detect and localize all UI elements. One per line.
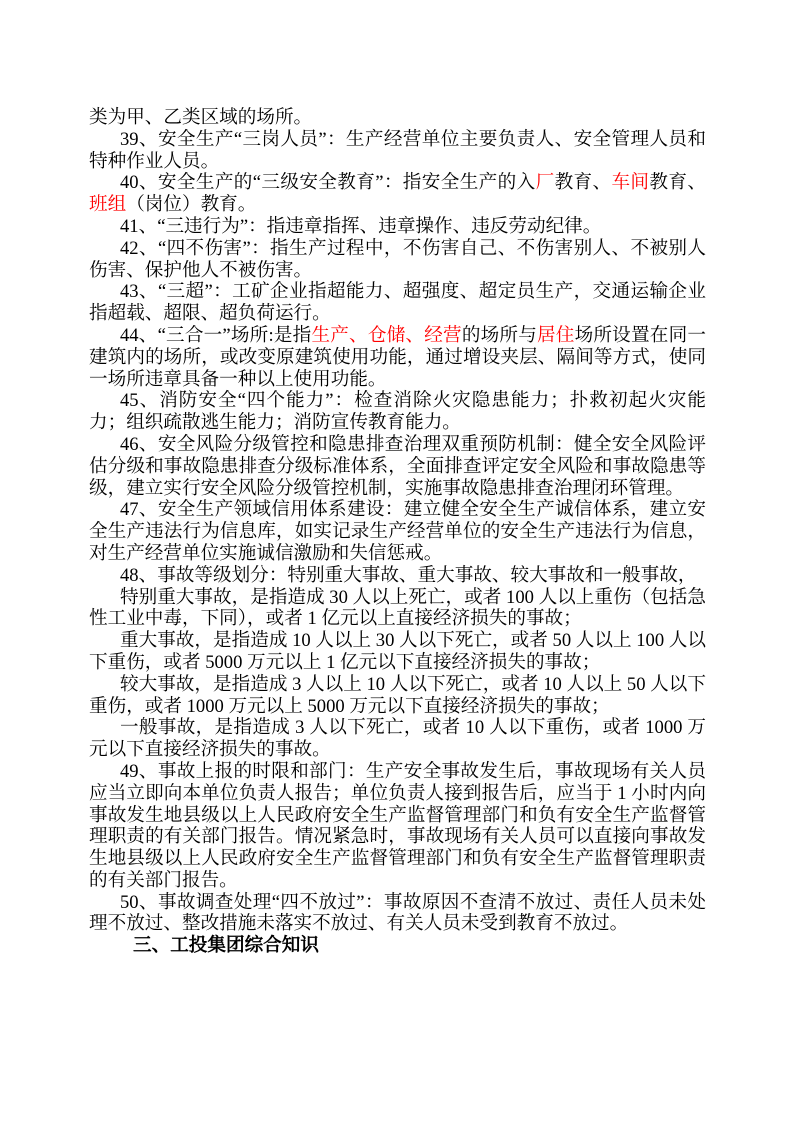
document-body (89, 107, 706, 957)
text-run: 44、“三合一”场所:是指 (120, 324, 312, 346)
item-43 (89, 281, 706, 325)
text-run: 39、安全生产“三岗人员”：生产经营单位主要负责人、安全管理人员和特种作业人员。 (89, 128, 706, 172)
text-run: 40、安全生产的“三级安全教育”：指安全生产的入 (120, 172, 536, 194)
item-48-major (89, 630, 706, 674)
text-run: 41、“三违行为”：指违章指挥、违章操作、违反劳动纪律。 (120, 215, 602, 237)
red-text-run: 班组 (89, 194, 127, 216)
text-run: 教育、 (554, 172, 612, 194)
red-text-run: 居住 (537, 324, 575, 346)
text-run: 的场所与 (461, 324, 537, 346)
item-46 (89, 434, 706, 499)
item-48-larger (89, 674, 706, 718)
item-39 (89, 129, 706, 173)
item-48-especially-major (89, 587, 706, 631)
item-42 (89, 238, 706, 282)
continuation-line (89, 107, 706, 129)
text-run: 47、安全生产领域信用体系建设：建立健全安全生产诚信体系，建立安全生产违法行为信息库，如实记录生产经营单位的安全生产违法行为信息，对生产经营单位实施诚信激励和失信惩戒。 (89, 499, 706, 564)
text-run: 一般事故，是指造成 3 人以下死亡，或者 10 人以下重伤，或者 1000 万元以下直接经济损失的事故。 (89, 717, 706, 761)
text-run: （岗位）教育。 (126, 194, 257, 216)
item-48 (89, 565, 706, 587)
text-run: 42、“四不伤害”：指生产过程中，不伤害自己、不伤害别人、不被别人伤害、保护他人不被伤害。 (89, 237, 706, 281)
text-run: 重大事故，是指造成 10 人以上 30 人以下死亡，或者 50 人以上 100 人以下重伤，或者 5000 万元以上 1 亿元以下直接经济损失的事故； (89, 630, 706, 673)
text-run: 49、事故上报的时限和部门：生产安全事故发生后，事故现场有关人员应当立即向本单位负责人报告；单位负责人接到报告后，应当于 1 小时内向事故发生地县级以上人民政府安全生产监督管理部门和负有安全生产监督管理职责的有关部门报告。情况紧急时，事故现场有关人员可以直接向事故发生地县级以上人民政府安全生产监督管理部门和负有安全生产监督管理职责的有关部门报告。 (89, 760, 706, 891)
text-run: 43、“三超”：工矿企业指超能力、超强度、超定员生产，交通运输企业指超载、超限、超负荷运行。 (89, 281, 706, 325)
text-run: 类为甲、乙类区域的场所。 (89, 107, 313, 128)
text-run: 场所设置在同一建筑内的场所，或改变原建筑使用功能，通过增设夹层、隔间等方式，使同一场所违章具备一种以上使用功能。 (89, 324, 706, 390)
text-run: 较大事故，是指造成 3 人以上 10 人以下死亡，或者 10 人以上 50 人以下重伤，或者 1000 万元以上 5000 万元以下直接经济损失的事故； (89, 673, 706, 717)
text-run: 教育、 (649, 172, 706, 194)
item-40 (89, 172, 706, 216)
item-47 (89, 499, 706, 564)
red-text-run: 厂 (535, 172, 555, 194)
red-text-run: 生产、仓储、经营 (311, 324, 462, 346)
text-run: 46、安全风险分级管控和隐患排查治理双重预防机制：健全安全风险评估分级和事故隐患排查分级标准体系，全面排查评定安全风险和事故隐患等级，建立实行安全风险分级管控机制，实施事故隐患排查治理闭环管理。 (89, 433, 706, 499)
text-run: 三、工投集团综合知识 (133, 935, 319, 957)
text-run: 50、事故调查处理“四不放过”：事故原因不查清不放过、责任人员未处理不放过、整改措施未落实不放过、有关人员未受到教育不放过。 (89, 891, 706, 935)
item-48-ordinary (89, 717, 706, 761)
item-44 (89, 325, 706, 390)
section-heading (89, 935, 706, 957)
item-45 (89, 390, 706, 434)
item-50 (89, 892, 706, 936)
item-49 (89, 761, 706, 892)
text-run: 45、消防安全“四个能力”：检查消除火灾隐患能力；扑救初起火灾能力；组织疏散逃生能力；消防宣传教育能力。 (89, 390, 706, 434)
item-41 (89, 216, 706, 238)
red-text-run: 车间 (611, 172, 650, 194)
text-run: 特别重大事故，是指造成 30 人以上死亡，或者 100 人以上重伤（包括急性工业中毒，下同），或者 1 亿元以上直接经济损失的事故； (89, 586, 706, 630)
text-run: 48、事故等级划分：特别重大事故、重大事故、较大事故和一般事故， (120, 564, 697, 586)
